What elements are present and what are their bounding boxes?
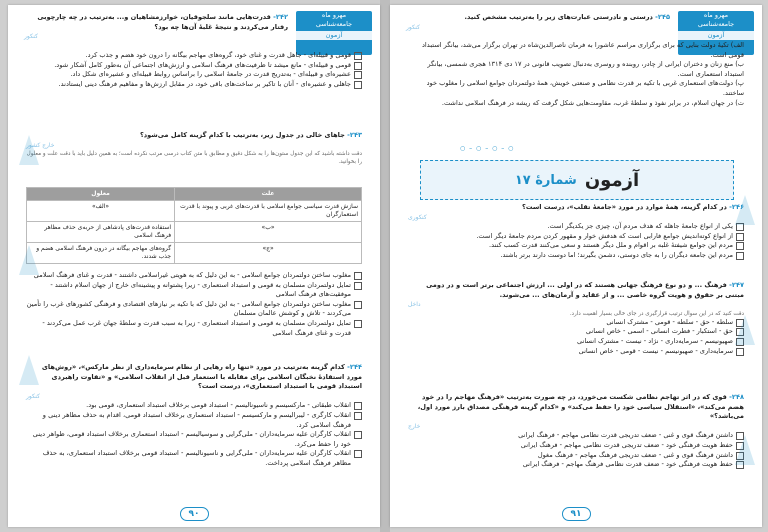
option-text: قومی و قبیله‌ای - مانع میشد تا ظرفیت‌های فرهنگ اسلامی و ارزش‌های اجتماعی آن به‌طور کامل آشکار شود. <box>54 60 351 69</box>
question-243-note: دقت داشته باشید که این جدول ستون‌ها را به شکل دقیق و مطابق با متن کتاب درسی مرتب نکرده است؛ به همین دلیل باید با دقت علت و معلول را بخوانید. <box>26 151 362 166</box>
right-page-number: ۹۱ <box>562 507 591 521</box>
left-page <box>8 5 380 527</box>
question-244-stem: کدام گزینه به‌ترتیب در مورد «تنها راه رهایی از نظام سرمایه‌داری از نظر مارکس»، «روش‌های مورد استفادهٔ نخبگان اسلامی برای مقابله با استعمار قبل از انقلاب اسلامی» و «تفاوت راهبردی استبداد قومی با استبداد استعماری»، درست است؟ <box>41 363 362 391</box>
option-247-4[interactable] <box>408 347 744 357</box>
right-footer <box>390 505 762 523</box>
question-245 <box>406 13 670 32</box>
question-248-tag: خارج <box>408 422 421 430</box>
option-text: حفظ هویت فرهنگی خود - ضعف قدرت نظامی فرهنگ مهاجم - فرهنگ ایرانی <box>522 460 733 469</box>
option-text: مردم این جوامع شیفتهٔ غلبه بر اقوام و ملل دیگر هستند و سعی می‌کنند قدرت کسب کنند. <box>489 241 733 250</box>
table-cell: «ب» <box>175 222 362 243</box>
option-246-1[interactable] <box>408 222 744 232</box>
option-247-2[interactable] <box>408 327 744 337</box>
statement-item: الف) تکیهٔ دولت بنایی که برای برگزاری مراسم عاشورا به فرمان ناصرالدین‌شاه در تهران برگزار می‌شد، بیانگر استبداد قومی است. <box>421 41 744 59</box>
question-243-stem: جاهای خالی در جدول زیر، به‌ترتیب با کدام گزینه کامل می‌شود؟ <box>139 131 345 139</box>
option-242-2[interactable] <box>26 61 362 71</box>
question-246-tag: کنکوری <box>408 213 427 221</box>
left-page-number: ۹۰ <box>180 507 209 521</box>
option-box[interactable] <box>354 431 362 439</box>
option-box[interactable] <box>354 62 362 70</box>
option-text: جاهلی و عشیره‌ای - آنان با تاکیر بر ساخت‌های باقی خود، در مقابل ارزش‌ها و مفاهیم فرهنگ دینی ایستادند. <box>58 79 351 88</box>
option-text: یکی از انواع جامعهٔ جاهله که هدف مردم آن، چیزی جز یکدیگر است. <box>547 222 733 231</box>
option-text: انقلاب کارگران علیه سرمایه‌داران - ملی‌گرایی و سوسیالیسم - استبداد استعماری برخلاف استبداد قومی، ظواهر دینی خود را حفظ می‌کرد. <box>32 430 351 448</box>
question-248 <box>408 393 744 470</box>
table-cell: «الف» <box>27 201 175 222</box>
right-page <box>390 5 762 527</box>
right-brand-subtitle: آزمون <box>678 31 754 40</box>
option-box[interactable] <box>354 402 362 410</box>
option-246-3[interactable] <box>408 241 744 251</box>
option-244-2[interactable] <box>26 411 362 430</box>
option-242-1[interactable] <box>26 51 362 61</box>
option-246-2[interactable] <box>408 232 744 242</box>
question-247-note: دقت کنید که در این سوال ترتیب قرارگیری در جای خالی بسیار اهمیت دارد. <box>569 310 744 317</box>
option-243-2[interactable] <box>26 281 362 300</box>
option-box[interactable] <box>354 320 362 328</box>
option-box[interactable] <box>354 301 362 309</box>
option-text: مغلوب ساختن دولتمردان جوامع اسلامی - به این دلیل که با تکیه بر نیازهای اقتصادی و فرهنگی کشورهای غرب را تأمین می‌کردند - تلاش و کوشش عالمان مسلمان <box>26 299 351 318</box>
option-text: صهیونیسم - سرمایه‌داری - نژاد - نیست - مشترک انسانی <box>577 336 733 345</box>
table-row <box>27 201 362 222</box>
question-242-number: ۲۴۲- <box>273 13 288 21</box>
option-text: مغلوب ساختن دولتمردان جوامع اسلامی - به این دلیل که به هویتی غیراسلامی داشتند - قدرت و غنای فرهنگ اسلامی <box>33 271 351 279</box>
question-245-items <box>408 41 744 108</box>
option-243-3[interactable] <box>26 300 362 319</box>
option-text: تمایل دولتمردان مسلمان به قومی و استبداد استعماری - زیرا پشتوانه و پیشینه‌ای خارج از جهان اسلام داشتند - موفقیت‌های فرهنگ اسلامی <box>50 280 351 299</box>
option-243-1[interactable] <box>26 271 362 281</box>
option-242-3[interactable] <box>26 70 362 80</box>
banner-title: آزمون <box>584 169 640 191</box>
table-cell: استفاده قدرت‌های پادشاهی از حربه‌ی حذف مظاهر فرهنگ اسلامی <box>27 222 175 243</box>
question-246 <box>408 203 744 261</box>
option-246-4[interactable] <box>408 251 744 261</box>
question-242 <box>24 13 288 42</box>
banner-label: شمارهٔ ۱۷ <box>514 172 577 188</box>
option-text: سرمایه‌داری - صهیونیسم - نیست - قومی - خاص انسانی <box>578 346 733 355</box>
right-brand-title: جامعه‌شناسی <box>697 20 735 28</box>
option-248-4[interactable] <box>408 460 744 470</box>
statement-item: ت) در جهان اسلام، در برابر نفوذ و سلطهٔ غرب، مقاومت‌هایی شکل گرفت که ریشه در فرهنگ اسلامی نداشت. <box>441 98 744 107</box>
option-text: انقلاب کارگری - لیبرالیسم و مارکسیسم - استبداد استعماری برخلاف استبداد قومی، اقدام به حذف مظاهر دینی و فرهنگ اسلامی کرد. <box>42 410 351 429</box>
option-248-3[interactable] <box>408 451 744 461</box>
option-box[interactable] <box>354 71 362 79</box>
statement-item: ب) منع زنان و دختران ایرانی از چادر، روبنده و روسری به‌دنبال تصویب قانونی در ۱۷ دی ۱۳۱۴ هجری شمسی، بیانگر استبداد استعماری است. <box>427 60 744 78</box>
decorative-margin-icon <box>732 185 758 485</box>
question-245-number: ۲۴۵- <box>655 13 670 21</box>
question-244-number: ۲۴۴- <box>347 363 362 371</box>
question-246-number: ۲۴۶- <box>729 203 744 211</box>
option-242-4[interactable] <box>26 80 362 90</box>
option-text: داشتن فرهنگ قوی و غنی - ضعف تدریجی قدرت نظامی مهاجم - فرهنگ ایرانی <box>518 431 733 440</box>
option-244-1[interactable] <box>26 401 362 411</box>
right-brand-publisher: مهرو ماه <box>703 11 729 19</box>
option-248-2[interactable] <box>408 441 744 451</box>
left-brand-publisher: مهرو ماه <box>321 11 347 19</box>
option-244-4[interactable] <box>26 449 362 468</box>
option-text: قومی و قبیله‌ای - جاهل قدرت و غنای خود، گروه‌های مهاجم بیگانه را درون خود هضم و جذب کرد. <box>85 51 351 59</box>
table-row <box>27 222 362 243</box>
table-cell: گروه‌های مهاجم بیگانه در درون فرهنگ اسلامی هضم و جذب شدند. <box>27 243 175 264</box>
option-text: داشتن فرهنگ قوی و غنی - ضعف تدریجی فرهنگ مهاجم - فرهنگ مغول <box>537 450 733 459</box>
option-text: حفظ هویت فرهنگی خود - ضعف تدریجی قدرت نظامی مهاجم - فرهنگ ایرانی <box>520 440 733 449</box>
question-243-table-wrap <box>26 187 362 264</box>
answer-circles: ○ – ○ – ○ – ○ <box>460 145 515 152</box>
option-box[interactable] <box>354 450 362 458</box>
option-text: انقلاب طبقاتی - مارکسیسم و ناسیونالیسم - استبداد قومی برخلاف استبداد استعماری، قومی بود. <box>86 401 351 410</box>
question-248-stem: قوی که در اثر تهاجم نظامی شکست می‌خورد، در چه صورت به‌ترتیب «فرهنگ مهاجم را در خود هضم می‌کند»، «استقلال سیاسی خود را حفظ می‌کند» و «کدام گزینه فرهنگی مصداق بارز مورد اول، می‌باشد؟» <box>417 393 744 421</box>
book-gutter <box>380 0 390 532</box>
option-box[interactable] <box>354 282 362 290</box>
question-245-stem: درستی و نادرستی عبارت‌های زیر را به‌ترتیب مشخص کنید. <box>464 13 653 21</box>
table-cell: «ج» <box>175 243 362 264</box>
question-247-stem: فرهنگ ... و دو نوع فرهنگ جهانی هستند که در اولی ... ارزش اجتماعی برتر است و در دومی مبتنی بر حقوق و هویت گروه خاصی ... و از عقاید و آرمان‌های ... می‌شوند. <box>426 281 744 299</box>
question-242-stem: قدرت‌هایی مانند سلجوقیان، خوارزمشاهیان و... به‌ترتیب در چه چارچوبی رفتار می‌کردند و نتیجهٔ غلبهٔ آن‌ها چه بود؟ <box>37 13 288 31</box>
table-cell: سازش قدرت سیاسی جوامع اسلامی با قدرت‌های غربی و پیوند با قدرت استعمارگران <box>175 201 362 222</box>
question-244-tag: کنکور <box>26 392 40 400</box>
question-244 <box>26 363 362 469</box>
left-footer <box>8 505 380 523</box>
test-banner <box>420 160 734 200</box>
option-248-1[interactable] <box>408 431 744 441</box>
option-box[interactable] <box>354 272 362 280</box>
left-brand-block <box>296 11 372 55</box>
table-row <box>27 243 362 264</box>
cause-effect-table <box>26 187 362 264</box>
question-247 <box>408 281 744 356</box>
option-text: حق - استکبار - فطرت انسانی - اسمی - خاص انسانی <box>585 327 733 336</box>
option-box[interactable] <box>354 412 362 420</box>
option-243-4[interactable] <box>26 319 362 338</box>
question-248-number: ۲۴۸- <box>729 393 744 401</box>
option-text: مردم این جامعه دیگران را به جای دوستی، دشمن بگیرند؛ اما دوست دارند برتر باشند. <box>500 250 733 259</box>
decorative-margin-icon <box>14 125 44 445</box>
question-243-tag: خارج کشور <box>26 141 55 149</box>
option-text: تمایل دولتمردان مسلمان به قومی و استبداد استعماری - زیرا به سبب قدرت و سلطهٔ جهان غرب عمل می‌کردند - قدرت و غنای فرهنگ اسلامی <box>42 318 351 337</box>
question-247-number: ۲۴۷- <box>729 281 744 289</box>
question-242-tag: کنکور <box>24 33 38 41</box>
question-245-tag: کنکور <box>406 23 420 31</box>
option-244-3[interactable] <box>26 430 362 449</box>
option-text: انقلاب کارگران علیه سرمایه‌داران - ملی‌گرایی و ناسیونالیسم - استبداد قومی برخلاف استبداد استعماری، به حذف مظاهر فرهنگ اسلامی پرداخت. <box>42 449 351 467</box>
table-header-effect: معلول <box>27 188 175 201</box>
table-header-cause: علت <box>175 188 362 201</box>
question-246-stem: در کدام گزینه، همهٔ موارد در مورد «جامعهٔ تقلب»، درست است؟ <box>522 203 727 211</box>
option-text: عشیره‌ای و قبیله‌ای - به‌تدریج قدرت در جامعهٔ اسلامی را براساس روابط قبیله‌ای و عشیره‌ای شکل داد. <box>70 70 351 79</box>
question-243 <box>26 131 362 166</box>
left-brand-subtitle: آزمون <box>296 31 372 40</box>
option-text: از انواع کوته‌اندیش جوامع فارابی است که هدفش خوار و مقهور کردن مردم جامعهٔ دیگر است. <box>476 231 733 240</box>
option-247-3[interactable] <box>408 337 744 347</box>
option-247-1[interactable] <box>408 318 744 328</box>
left-brand-title: جامعه‌شناسی <box>315 20 353 28</box>
statement-item: پ) دولت‌های استعماری غربی با تکیه بر قدرت نظامی و صنعتی خویش، همهٔ دولتمردان جوامع اسلامی را مغلوب خود ساختند. <box>426 79 744 97</box>
question-242-options <box>26 51 362 89</box>
question-243-number: ۲۴۳- <box>347 131 362 139</box>
question-247-tag: داخل <box>408 301 421 309</box>
option-text: سلطه - حق - سلطه - قومی - مشترک انسانی <box>606 317 733 326</box>
question-243-options <box>26 271 362 338</box>
option-box[interactable] <box>354 81 362 89</box>
option-box[interactable] <box>354 52 362 60</box>
